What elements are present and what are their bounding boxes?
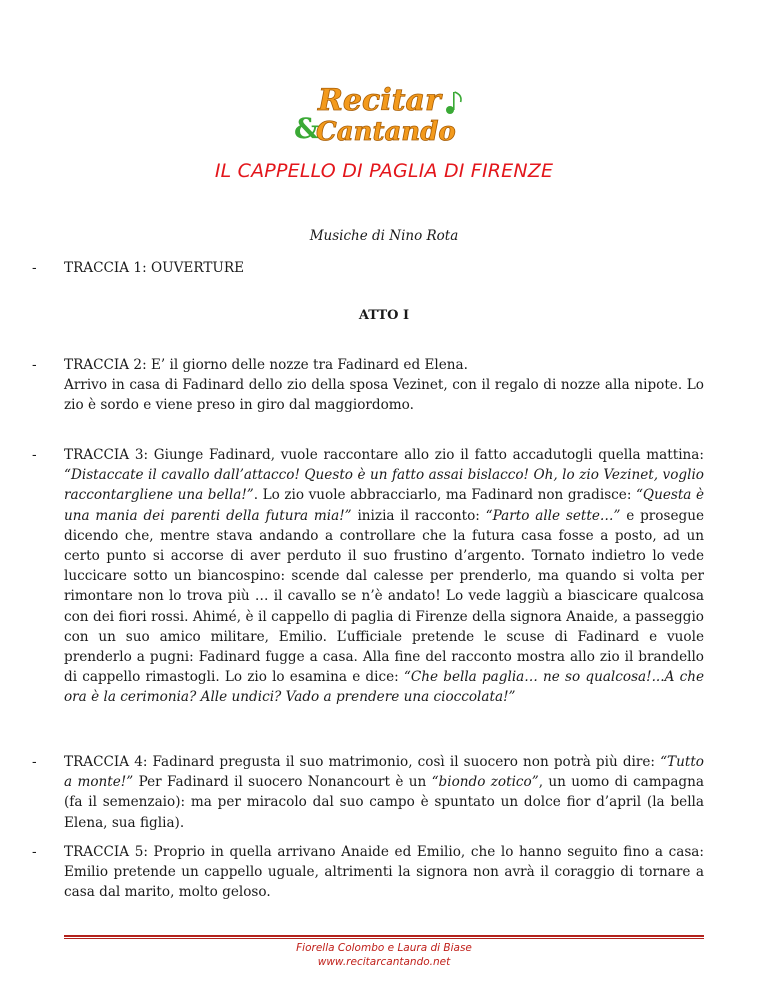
list-dash: - (32, 260, 37, 276)
track-2-line1: TRACCIA 2: E’ il giorno delle nozze tra Fadinard ed Elena. (64, 357, 468, 373)
track-4 (32, 752, 704, 833)
track-2-line2: Arrivo in casa di Fadinard dello zio della sposa Vezinet, con il regalo di nozze alla nipote. Lo zio è sordo e viene preso in giro dal maggiordomo. (64, 377, 704, 414)
track-2 (32, 355, 704, 416)
document-title: IL CAPPELLO DI PAGLIA DI FIRENZE (214, 160, 554, 182)
page-footer (0, 941, 768, 969)
footer-divider (64, 935, 704, 937)
list-dash: - (32, 844, 37, 860)
footer-authors: Fiorella Colombo e Laura di Biase (296, 942, 472, 954)
footer-divider-thin (64, 938, 704, 939)
track-4-text: TRACCIA 4: Fadinard pregusta il suo matrimonio, così il suocero non potrà più dire: “Tutto a monte!” Per Fadinard il suocero Nonancourt è un “biondo zotico”, un uomo di campagna (fa il semenzaio): ma per miracolo dal suo campo è spuntato un dolce fior d’april (la bella Elena, sua figlia). (64, 754, 704, 831)
list-dash: - (32, 447, 37, 463)
footer-website[interactable]: www.recitarcantando.net (317, 956, 451, 968)
logo-line2: Cantando (316, 117, 456, 147)
track-1 (32, 258, 704, 278)
list-dash: - (32, 754, 37, 770)
track-5 (32, 842, 704, 903)
logo-line1: Recitar (318, 83, 441, 118)
list-dash: - (32, 357, 37, 373)
track-3-text: TRACCIA 3: Giunge Fadinard, vuole raccontare allo zio il fatto accadutogli quella mattina: “Distaccate il cavallo dall’attacco! Questo è un fatto assai bislacco! Oh, lo zio Vezinet, voglio raccontargliene una bella!”. Lo zio vuole abbracciarlo, ma Fadinard non gradisce: “Questa è una mania dei parenti della futura mia!” inizia il racconto: “Parto alle sette…” e prosegue dicendo che, mentre stava andando a controllare che la futura casa fosse a posto, ad un certo punto si accorse di aver perduto il suo frustino d’argento. Tornato indietro lo vede luccicare sotto un biancospino: scende dal calesse per prenderlo, ma quando si volta per rimontare non lo trova più … il cavallo se n’è andato! Lo vede laggiù a biascicare qualcosa con dei fiori rossi. Ahimé, è il cappello di paglia di Firenze della signora Anaide, a passeggio con un suo amico militare, Emilio. L’ufficiale pretende le scuse di Fadinard e vuole prenderlo a pugni: Fadinard fugge a casa. Alla fine del racconto mostra allo zio il brandello di cappello rimastogli. Lo zio lo esamina e dice: “Che bella paglia… ne so qualcosa!...A che ora è la cerimonia? Alle undici? Vado a prendere una cioccolata!” (64, 447, 705, 706)
document-subtitle: Musiche di Nino Rota (309, 228, 459, 244)
logo-ampersand: & (294, 112, 320, 145)
recitar-cantando-logo (290, 80, 480, 150)
track-5-text: TRACCIA 5: Proprio in quella arrivano Anaide ed Emilio, che lo hanno seguito fino a casa: Emilio pretende un cappello uguale, altrimenti la signora non avrà il coraggio di tornare a casa dal marito, molto geloso. (64, 844, 704, 901)
music-note-icon (446, 92, 461, 114)
act-heading: ATTO I (358, 308, 410, 323)
track-3 (32, 445, 705, 708)
track-1-text: TRACCIA 1: OUVERTURE (64, 260, 244, 276)
